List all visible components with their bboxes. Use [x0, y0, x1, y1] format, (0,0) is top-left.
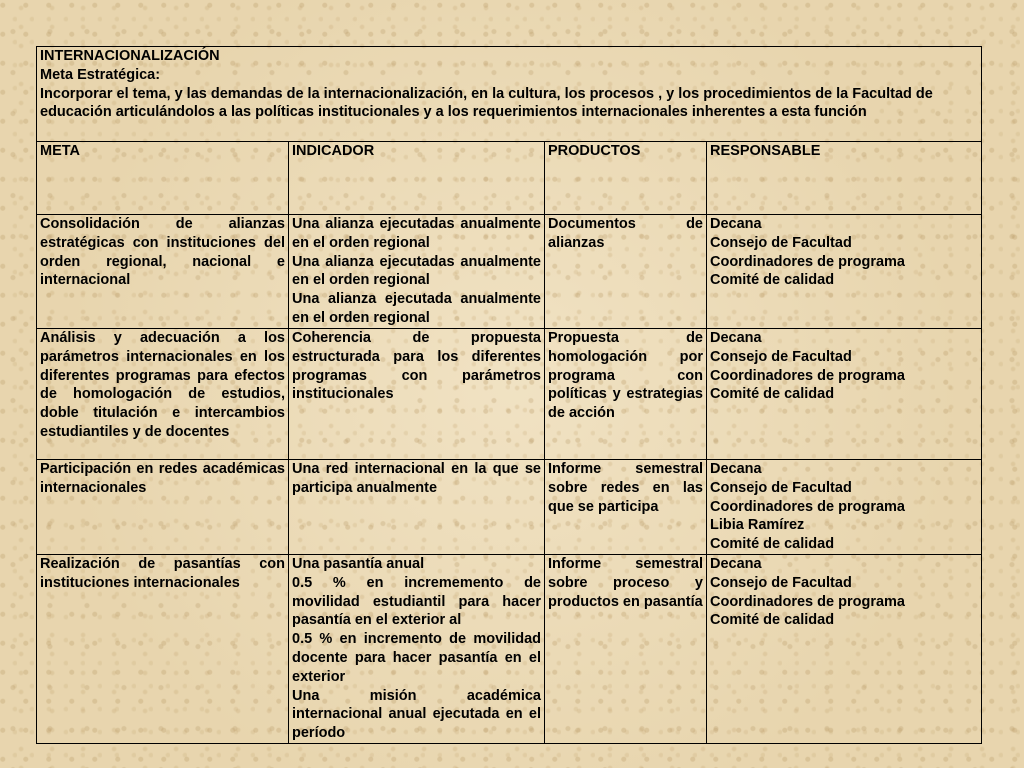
indicador-line: Una misión académica internacional anual ejecutada en el período	[292, 687, 541, 742]
responsable-line: Coordinadores de programa	[710, 367, 905, 384]
section-title: INTERNACIONALIZACIÓN	[40, 48, 220, 64]
responsable-line: Decana	[710, 461, 762, 477]
meta-cell: Consolidación de alianzas estratégicas con instituciones del orden regional, nacional e internacional	[37, 215, 289, 329]
indicador-line: Coherencia de propuesta estructurada para los diferentes programas con parámetros institucionales	[292, 330, 541, 403]
indicador-line: Una pasantía anual	[292, 555, 425, 572]
productos-cell: Documentos de alianzas	[545, 215, 707, 329]
indicador-line: Una alianza ejecutada anualmente en el orden regional	[292, 291, 541, 326]
table-row	[37, 329, 982, 460]
responsable-line: Coordinadores de programa	[710, 253, 905, 270]
responsable-line: Consejo de Facultad	[710, 479, 852, 496]
indicador-line: Una red internacional en la que se participa anualmente	[292, 461, 541, 496]
indicador-line: 0.5 % en incrememento de movilidad estudiantil para hacer pasantía en el exterior al	[292, 574, 541, 629]
responsable-line: Libia Ramírez	[710, 517, 805, 534]
strategic-goal-label: Meta Estratégica:	[40, 66, 161, 83]
responsable-line: Decana	[710, 330, 762, 346]
responsable-line: Comité de calidad	[710, 612, 835, 629]
meta-cell: Participación en redes académicas internacionales	[37, 460, 289, 555]
responsable-line: Consejo de Facultad	[710, 348, 852, 365]
strategic-goal-header	[37, 47, 982, 142]
responsable-line: Coordinadores de programa	[710, 593, 905, 610]
table-row	[37, 215, 982, 329]
strategic-goal-description: Incorporar el tema, y las demandas de la internacionalización, en la cultura, los procesos , y los procedimientos de la Facultad de educación articulándolos a las políticas institucionales y a los requerimientos internacionales inherentes a esta función	[40, 85, 933, 121]
indicador-line: Una alianza ejecutadas anualmente en el orden regional	[292, 253, 541, 289]
indicador-line: Una alianza ejecutadas anualmente en el orden regional	[292, 216, 541, 251]
column-header-row	[37, 142, 982, 215]
responsable-line: Comité de calidad	[710, 272, 835, 289]
productos-cell: Informe semestral sobre proceso y productos en pasantía	[545, 554, 707, 743]
productos-cell: Informe semestral sobre redes en las que se participa	[545, 460, 707, 555]
indicador-line: 0.5 % en incremento de movilidad docente para hacer pasantía en el exterior	[292, 631, 541, 685]
table-header-row	[37, 47, 982, 142]
meta-cell: Realización de pasantías con instituciones internacionales	[37, 554, 289, 743]
table-row	[37, 460, 982, 555]
responsable-line: Coordinadores de programa	[710, 498, 905, 515]
meta-cell: Análisis y adecuación a los parámetros internacionales en los diferentes programas para efectos de homologación de estudios, doble titulación e intercambios estudiantiles y de docentes	[37, 329, 289, 460]
responsable-line: Decana	[710, 555, 762, 572]
table-row	[37, 554, 982, 743]
responsable-cell	[707, 554, 982, 743]
indicador-cell	[289, 329, 545, 460]
responsable-cell	[707, 460, 982, 555]
responsable-line: Decana	[710, 216, 762, 232]
responsable-cell	[707, 329, 982, 460]
productos-cell: Propuesta de homologación por programa con políticas y estrategias de acción	[545, 329, 707, 460]
responsable-line: Comité de calidad	[710, 536, 835, 553]
strategic-plan-table	[36, 46, 982, 744]
column-header-responsable: RESPONSABLE	[707, 142, 982, 215]
column-header-productos: PRODUCTOS	[545, 142, 707, 215]
column-header-meta: META	[37, 142, 289, 215]
responsable-line: Comité de calidad	[710, 386, 835, 403]
indicador-cell	[289, 460, 545, 555]
responsable-line: Consejo de Facultad	[710, 574, 852, 591]
responsable-cell	[707, 215, 982, 329]
column-header-indicador: INDICADOR	[289, 142, 545, 215]
indicador-cell	[289, 215, 545, 329]
responsable-line: Consejo de Facultad	[710, 234, 852, 251]
indicador-cell	[289, 554, 545, 743]
